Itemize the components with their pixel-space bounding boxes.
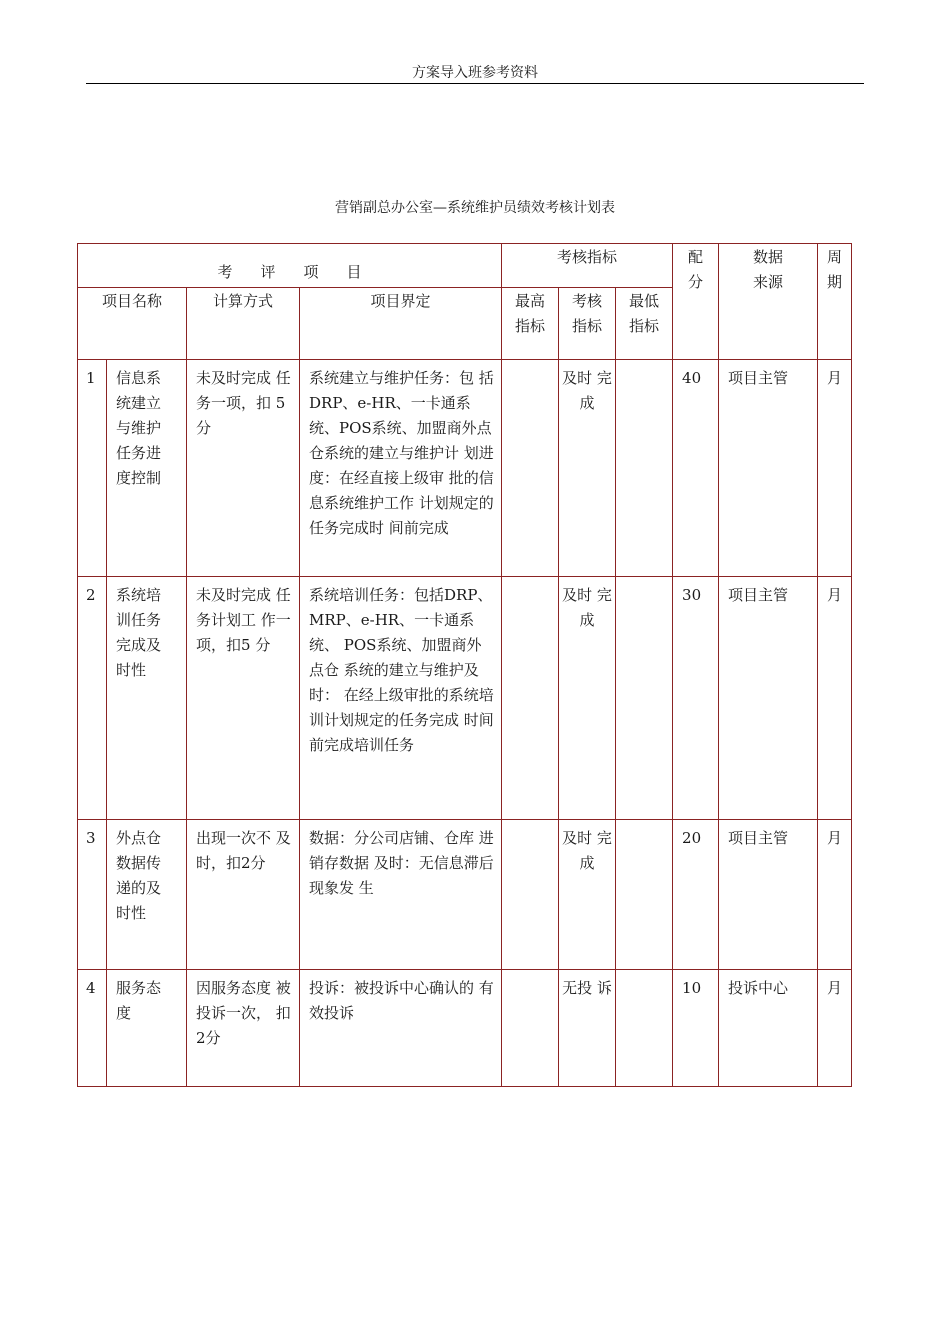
target-indicator-cell xyxy=(559,820,616,970)
max-indicator-header xyxy=(502,288,559,360)
header-row-1 xyxy=(78,244,852,288)
line: 出现一次不 xyxy=(196,829,272,847)
line: 数据传 xyxy=(116,854,162,872)
row-number: 2 xyxy=(78,577,107,820)
line: 度 xyxy=(116,1004,132,1022)
line: 及时 xyxy=(562,369,593,387)
header-char: 评 xyxy=(260,263,276,281)
line: 在经上级审批的系统培 xyxy=(343,686,494,704)
line: 批的信息系统维护工作 xyxy=(309,469,494,512)
period-header-line: 期 xyxy=(827,273,843,291)
header-char: 考 xyxy=(217,263,233,281)
table-row xyxy=(78,970,852,1087)
item-name-cell xyxy=(107,577,187,820)
line: 及时 xyxy=(562,829,593,847)
page-header: 方案导入班参考资料 xyxy=(412,65,538,81)
item-name-cell xyxy=(107,820,187,970)
line: 间前完成 xyxy=(388,519,449,537)
row-number: 1 xyxy=(78,360,107,577)
min-indicator-cell xyxy=(616,970,673,1087)
indicator-header: 考核指标 xyxy=(502,244,673,288)
table-row xyxy=(78,820,852,970)
source-header-line: 来源 xyxy=(753,273,784,291)
source-cell: 项目主管 xyxy=(719,577,818,820)
source-header-line: 数据 xyxy=(753,248,784,266)
max-indicator-cell xyxy=(502,820,559,970)
line: 训任务 xyxy=(116,611,162,629)
line: 完成 xyxy=(579,829,612,872)
line: 数据：分公司店铺、仓库 xyxy=(309,829,475,847)
line: 投诉：被投诉中心确认的 xyxy=(309,979,475,997)
definition-header: 项目界定 xyxy=(300,288,502,360)
line: 任务进 xyxy=(116,444,162,462)
line: 信息系 xyxy=(116,369,162,387)
line: 统、POS系统、加盟商外点 xyxy=(309,419,492,437)
target-indicator-cell xyxy=(559,577,616,820)
target-indicator-header xyxy=(559,288,616,360)
line: 及时：无信息滞后现象发 xyxy=(309,854,494,897)
line: 仓系统的建立与维护计 xyxy=(309,444,460,462)
line: 完成及 xyxy=(116,636,162,654)
line: 生 xyxy=(358,879,374,897)
period-header xyxy=(818,244,852,360)
line: 外点仓 xyxy=(116,829,162,847)
line: 度控制 xyxy=(116,469,162,487)
table-row xyxy=(78,360,852,577)
evaluation-item-header xyxy=(78,244,502,288)
method-cell xyxy=(187,577,300,820)
line: 递的及 xyxy=(116,879,162,897)
max-header-line: 指标 xyxy=(514,317,545,335)
score-cell: 20 xyxy=(673,820,719,970)
max-indicator-cell xyxy=(502,577,559,820)
period-cell: 月 xyxy=(818,820,852,970)
line: 5分 xyxy=(196,394,286,437)
definition-cell xyxy=(300,360,502,577)
line: 任务计划工 xyxy=(196,586,291,629)
line: 分 xyxy=(255,636,271,654)
max-header-line: 最高 xyxy=(514,292,545,310)
row-number: 3 xyxy=(78,820,107,970)
method-cell xyxy=(187,970,300,1087)
line: 未及时完成 xyxy=(196,369,272,387)
source-cell: 项目主管 xyxy=(719,360,818,577)
evaluation-table xyxy=(77,243,852,1087)
line: 任务一项，扣 xyxy=(196,369,291,412)
target-header-line: 考核 xyxy=(571,292,602,310)
target-indicator-cell xyxy=(559,970,616,1087)
line: 完成 xyxy=(579,586,612,629)
target-indicator-cell xyxy=(559,360,616,577)
period-cell: 月 xyxy=(818,577,852,820)
method-header: 计算方式 xyxy=(187,288,300,360)
method-cell xyxy=(187,360,300,577)
period-cell: 月 xyxy=(818,360,852,577)
source-header xyxy=(719,244,818,360)
min-header-line: 最低 xyxy=(629,292,660,310)
line: 作一项，扣5 xyxy=(196,611,291,654)
line: 因服务态度 xyxy=(196,979,272,997)
line: 系统培训任务：包括DRP、 xyxy=(309,586,493,604)
min-indicator-cell xyxy=(616,360,673,577)
line: 计划规定的任务完成时 xyxy=(309,494,494,537)
definition-cell xyxy=(300,820,502,970)
period-header-line: 周 xyxy=(827,248,843,266)
period-cell: 月 xyxy=(818,970,852,1087)
score-cell: 30 xyxy=(673,577,719,820)
line: 被投诉一次， xyxy=(196,979,291,1022)
line: 训计划规定的任务完成 xyxy=(309,711,460,729)
line: 未及时完成 xyxy=(196,586,272,604)
min-indicator-cell xyxy=(616,577,673,820)
item-name-cell xyxy=(107,970,187,1087)
method-cell xyxy=(187,820,300,970)
max-indicator-cell xyxy=(502,970,559,1087)
max-indicator-cell xyxy=(502,360,559,577)
line: 统建立 xyxy=(116,394,162,412)
line: 服务态 xyxy=(116,979,162,997)
target-header-line: 指标 xyxy=(571,317,602,335)
table-row xyxy=(78,577,852,820)
header-rule xyxy=(86,83,864,84)
item-name-header: 项目名称 xyxy=(78,288,187,360)
line: 括DRP、e-HR、一卡通系 xyxy=(309,369,494,412)
line: 诉 xyxy=(596,979,612,997)
score-header xyxy=(673,244,719,360)
line: 及时 xyxy=(562,586,593,604)
line: 系统的建立与维护及时： xyxy=(309,661,479,704)
line: 无投 xyxy=(562,979,593,997)
score-header-line: 分 xyxy=(688,273,704,291)
line: 划进度：在经直接上级审 xyxy=(309,444,494,487)
header-char: 目 xyxy=(346,263,362,281)
score-header-line: 配 xyxy=(688,248,704,266)
line: 扣2分 xyxy=(196,1004,291,1047)
document-title: 营销副总办公室—系统维护员绩效考核计划表 xyxy=(335,200,615,216)
min-indicator-header xyxy=(616,288,673,360)
definition-cell xyxy=(300,970,502,1087)
definition-cell xyxy=(300,577,502,820)
row-number: 4 xyxy=(78,970,107,1087)
line: 时性 xyxy=(116,904,147,922)
line: 系统建立与维护任务：包 xyxy=(309,369,475,387)
source-cell: 项目主管 xyxy=(719,820,818,970)
line: 系统培 xyxy=(116,586,162,604)
line: 进销存数据 xyxy=(309,829,494,872)
line: 完成 xyxy=(579,369,612,412)
line: 与维护 xyxy=(116,419,162,437)
line: 时间前完成培训任务 xyxy=(309,711,494,754)
line: 有效投诉 xyxy=(309,979,494,1022)
source-cell: 投诉中心 xyxy=(719,970,818,1087)
line: 时性 xyxy=(116,661,147,679)
score-cell: 40 xyxy=(673,360,719,577)
line: MRP、e-HR、一卡通系统、 xyxy=(309,611,475,654)
min-header-line: 指标 xyxy=(629,317,660,335)
score-cell: 10 xyxy=(673,970,719,1087)
line: POS系统、加盟商外点仓 xyxy=(309,636,482,679)
min-indicator-cell xyxy=(616,820,673,970)
item-name-cell xyxy=(107,360,187,577)
line: 及时，扣2分 xyxy=(196,829,291,872)
header-char: 项 xyxy=(303,263,319,281)
